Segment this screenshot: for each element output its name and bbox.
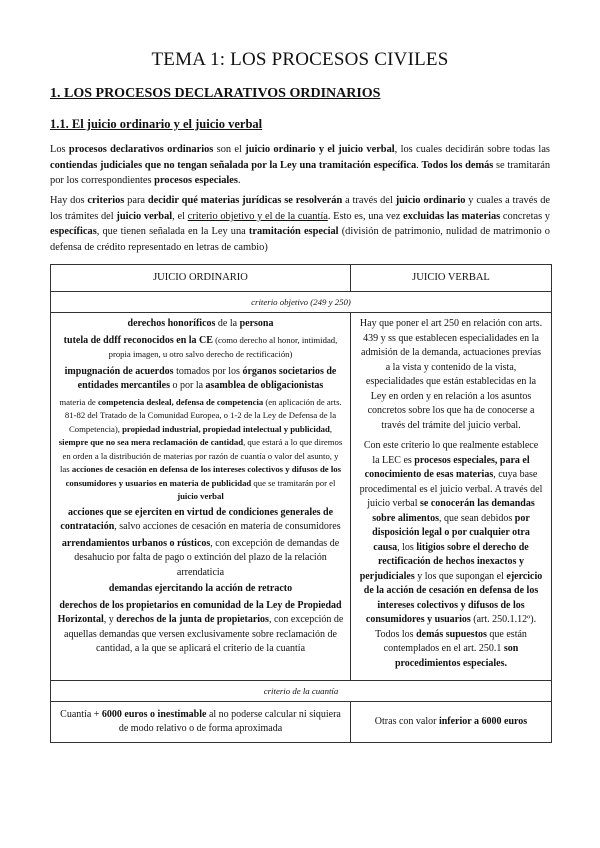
intro-paragraph: Los procesos declarativos ordinarios son el juicio ordinario y el juicio verbal, los cuales decidirán sobre todas las contiendas judiciales que no tengan señalada por la Ley una tramitación específica. Todos los demás se tramitarán por los correspondientes procesos especiales. (50, 144, 551, 187)
list-item: Con este criterio lo que realmente establece la LEC es procesos especiales, para el conocimiento de esas materias, cuya base procedimental es el juicio verbal. A través del juicio verbal se conocerán las demandas sobre alimentos, que sean debidos por disposición legal o por cualquier otra causa, los litigios sobre el derecho de rectificación de hechos inexactos y perjudiciales y los que supongan el ejercicio de la acción de cesación en defensa de los intereses colectivos y difusos de los consumidores y usuarios (art. 250.1.12º). Todos los demás supuestos que están contemplados en el art. 250.1 son procedimientos especiales. (359, 440, 543, 669)
list-item: Hay que poner el art 250 en relación con arts. 439 y ss que establecen especialidades en la admisión de la demanda, actuaciones previas a la vista y contenido de la vista, especialidades que están establecidas en la Ley en orden y en relación a los asuntos concretos sobre los que ha de conocerse a través del trámite del juicio verbal. (359, 318, 543, 431)
list-item: impugnación de acuerdos tomados por los órganos societarios de entidades mercantiles o por la asamblea de obligacionistas (64, 365, 337, 391)
verbal-cuantia-cell: Otras con valor inferior a 6000 euros (351, 702, 552, 743)
comparison-table (50, 264, 552, 743)
list-item: tutela de ddff reconocidos en la CE (como derecho al honor, intimidad, propia imagen, u otro salvo derecho de rectificación) (63, 334, 338, 359)
criterio-cuantia-row: criterio de la cuantía (51, 681, 552, 702)
criteria-paragraph: Hay dos criterios para decidir qué materias jurídicas se resolverán a través del juicio ordinario y cuales a través de los trámites del juicio verbal, el criterio objetivo y el de la cuantía. Esto es, una vez excluidas las materias concretas y específicas, que tienen señalada en la Ley una tramitación especial (división de patrimonio, nulidad de matrimonio o defensa de crédito representado en letras de cambio) (50, 195, 551, 253)
ordinario-materias-cell (51, 313, 351, 681)
list-item: arrendamientos urbanos o rústicos, con excepción de demandas de desahucio por falta de pago o extinción del plazo de la relación arrendaticia (61, 537, 340, 578)
list-item: derechos de los propietarios en comunidad de la Ley de Propiedad Horizontal, y derechos de la junta de propietarios, con excepción de aquellas demandas que versen exclusivamente sobre reclamación de cantidad, a la que se aplicará el criterio de la cuantía (57, 599, 344, 654)
list-item: derechos honoríficos de la persona (127, 318, 274, 329)
list-item: acciones que se ejerciten en virtud de condiciones generales de contratación, salvo acciones de cesación en materia de consumidores (60, 506, 341, 532)
list-item: demandas ejercitando la acción de retracto (108, 583, 293, 594)
list-item: materia de competencia desleal, defensa de competencia (en aplicación de arts. 81-82 del Tratado de la Comunidad Europea, o 1-2 de la Ley de Defensa de la Competencia), propiedad industrial, propiedad intelectual y publicidad, siempre que no sea mera reclamación de cantidad, que estará a lo que diremos en orden a la distribución de materias por razón de cuantía o valor del asunto, y las acciones de cesación en defensa de los intereses colectivos y difusos de los consumidores y usuarios en materia de publicidad que se tramitarán por el juicio verbal (58, 396, 343, 501)
subsection-heading: 1.1. El juicio ordinario y el juicio verbal (50, 117, 263, 131)
header-juicio-verbal: JUICIO VERBAL (351, 265, 552, 292)
section-heading: 1. LOS PROCESOS DECLARATIVOS ORDINARIOS (50, 86, 381, 101)
header-juicio-ordinario: JUICIO ORDINARIO (51, 265, 351, 292)
ordinario-cuantia-cell: Cuantía + 6000 euros o inestimable al no poderse calcular ni siquiera de modo relativo o de forma aproximada (51, 702, 351, 743)
criterio-objetivo-row: criterio objetivo (249 y 250) (51, 292, 552, 313)
page-title: TEMA 1: LOS PROCESOS CIVILES (151, 49, 449, 70)
verbal-materias-cell (351, 313, 552, 681)
